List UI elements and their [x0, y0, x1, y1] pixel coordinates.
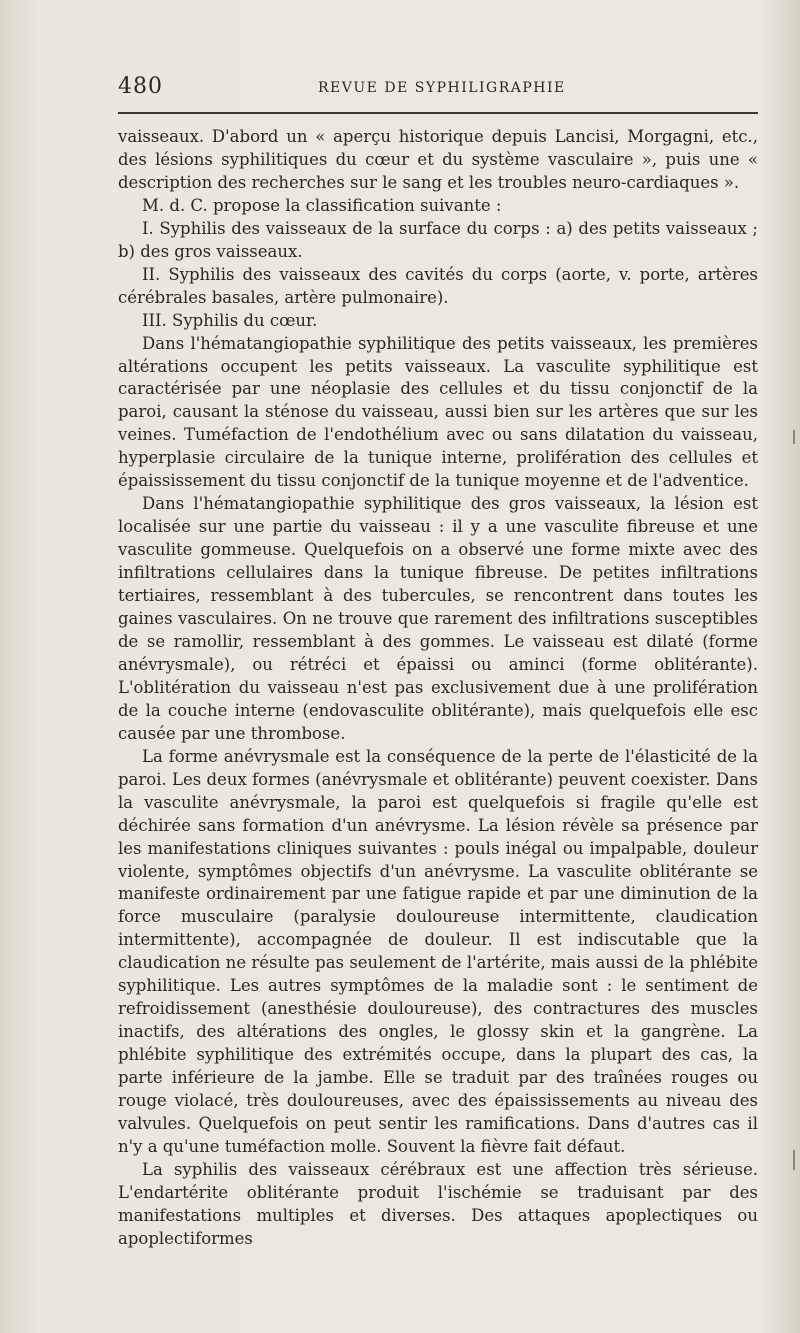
paragraph-aneurysmal-form: La forme anévrysmale est la conséquence de la perte de l'élasticité de la paroi. Les deux formes (anévrysmale et oblitérante) peuvent coexister. Dans la vasculite anévrysmale, la paroi est quelquefois si fragile qu'elle est déchirée sans formation d'un anévrysme. La lésion révèle sa présence par les manifestations cliniques suivantes : pouls inégal ou impalpable, douleur violente, symptômes objectifs d'un anévrysme. La vasculite oblitérante se manifeste ordinairement par une fatigue rapide et par une diminution de la force musculaire (paralysie douloureuse intermittente, claudication intermittente), accompagnée de douleur. Il est indiscutable que la claudication ne résulte pas seulement de l'artérite, mais aussi de la phlébite syphilitique. Les autres symptômes de la maladie sont : le sentiment de refroidissement (anesthésie douloureuse), des contractures des muscles inactifs, des altérations des ongles, le glossy skin et la gangrène. La phlébite syphilitique des extrémités occupe, dans la plupart des cas, la parte inférieure de la jambe. Elle se traduit par des traînées rouges ou rouge violacé, très douloureuses, avec des épaississements au niveau des valvules. Quelquefois on peut sentir les ramifications. Dans d'autres cas il n'y a qu'une tuméfaction molle. Souvent la fièvre fait défaut.: [118, 746, 758, 1156]
page-header: [118, 74, 758, 102]
paragraph-intro: vaisseaux. D'abord un « aperçu historique depuis Lancisi, Morgagni, etc., des lésions syphilitiques du cœur et du système vasculaire », puis une « description des recherches sur le sang et les troubles neuro-cardiaques ».: [118, 127, 758, 192]
right-margin-mark: [793, 1150, 795, 1170]
body-text: [118, 126, 758, 1251]
paragraph-large-vessels: Dans l'hématangiopathie syphilitique des gros vaisseaux, la lésion est localisée sur une partie du vaisseau : il y a une vasculite fibreuse et une vasculite gommeuse. Quelquefois on a observé une forme mixte avec des infiltrations cellulaires dans la tunique fibreuse. De petites infiltrations tertiaires, ressemblant à des tubercules, se rencontrent dans toutes les gaines vasculaires. On ne trouve que rarement des infiltrations susceptibles de se ramollir, ressemblant à des gommes. Le vaisseau est dilaté (forme anévrysmale), ou rétréci et épaissi ou aminci (forme oblitérante). L'oblitération du vaisseau n'est pas exclusivement due à une prolifération de la couche interne (endovasculite oblitérante), mais quelquefois elle esc causée par une thrombose.: [118, 494, 758, 743]
list-item-class-3: III. Syphilis du cœur.: [142, 310, 318, 330]
page-number: 480: [118, 74, 163, 99]
right-margin-mark: [793, 430, 795, 444]
list-item-class-1: I. Syphilis des vaisseaux de la surface du corps : a) des petits vaisseaux ; b) des gros vaisseaux.: [118, 218, 758, 261]
paragraph-cerebral-vessels: La syphilis des vaisseaux cérébraux est une affection très sérieuse. L'endartérite oblitérante produit l'ischémie se traduisant par des manifestations multiples et diverses. Des attaques apoplectiques ou apoplectiformes: [118, 1159, 758, 1248]
list-item-class-2: II. Syphilis des vaisseaux des cavités du corps (aorte, v. porte, artères cérébrales basales, artère pulmonaire).: [118, 264, 758, 307]
running-title: REVUE DE SYPHILIGRAPHIE: [318, 80, 566, 96]
paragraph-small-vessels: Dans l'hématangiopathie syphilitique des petits vaisseaux, les premières altérations occupent les petits vaisseaux. La vasculite syphilitique est caractérisée par une néoplasie des cellules et du tissu conjonctif de la paroi, causant la sténose du vaisseau, aussi bien sur les artères que sur les veines. Tuméfaction de l'endothélium avec ou sans dilatation du vaisseau, hyperplasie circulaire de la tunique interne, prolifération des cellules et épaississement du tissu conjonctif de la tunique moyenne et de l'adventice.: [118, 333, 758, 491]
header-rule: [118, 112, 758, 114]
paragraph-classification: M. d. C. propose la classification suivante :: [142, 195, 502, 215]
